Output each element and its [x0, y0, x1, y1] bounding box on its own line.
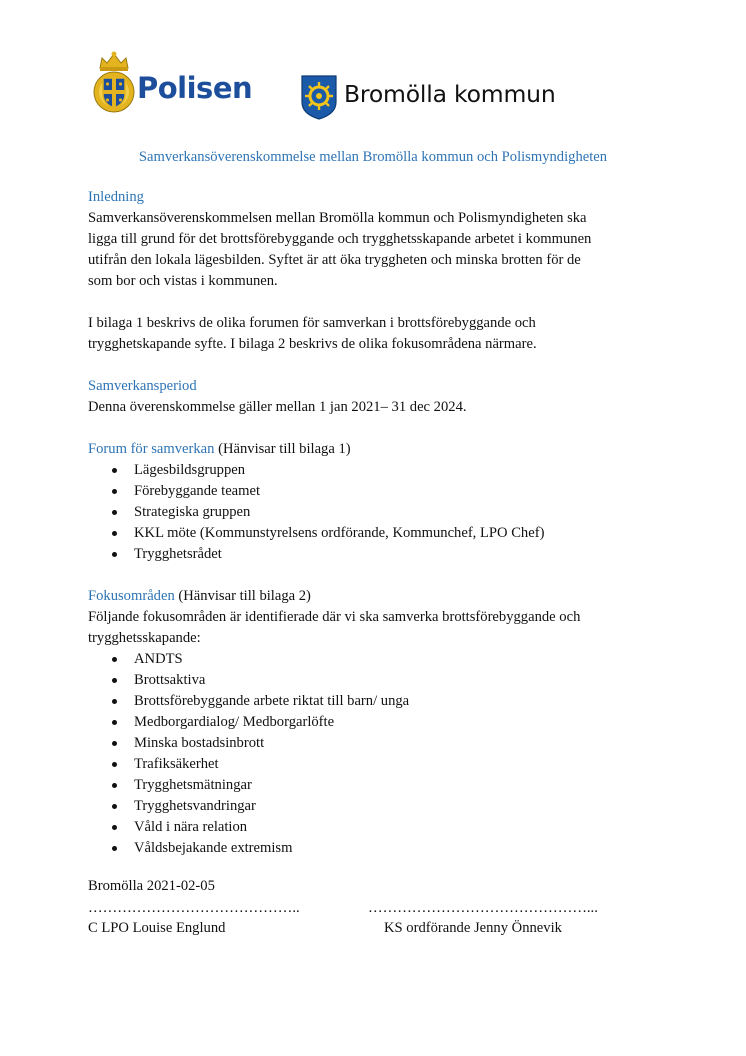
list-item: [88, 460, 668, 481]
focus-list: [88, 649, 668, 859]
focus-note: (Hänvisar till bilaga 2): [174, 588, 311, 604]
bullet-icon: [112, 678, 117, 683]
list-item-text: KKL möte (Kommunstyrelsens ordförande, Kommunchef, LPO Chef): [134, 525, 545, 541]
focus-heading: Fokusområden: [88, 588, 175, 604]
forum-heading: Forum för samverkan: [88, 441, 215, 457]
bullet-icon: [112, 783, 117, 788]
list-item: [88, 775, 668, 796]
intro-line: trygghetskapande syfte. I bilaga 2 beskrivs de olika fokusområdena närmare.: [88, 336, 537, 352]
focus-heading-line: [88, 586, 668, 607]
list-item-text: Strategiska gruppen: [134, 504, 251, 520]
list-item: [88, 481, 668, 502]
list-item-text: Medborgardialog/ Medborgarlöfte: [134, 714, 335, 730]
document-title: Samverkansöverenskommelse mellan Bromölla kommun och Polismyndigheten: [138, 149, 608, 165]
signature-line-left: ……………………………………..: [88, 900, 300, 916]
intro-line: Samverkansöverenskommelsen mellan Bromölla kommun och Polismyndigheten ska: [88, 210, 587, 226]
intro-line: ligga till grund för det brottsförebyggande och trygghetsskapande arbetet i kommunen: [88, 231, 592, 247]
list-item: [88, 733, 668, 754]
list-item-text: Trygghetsmätningar: [134, 777, 252, 793]
list-item-text: ANDTS: [134, 651, 183, 667]
bromolla-coat-of-arms-icon: [300, 74, 338, 120]
list-item: [88, 691, 668, 712]
list-item: [88, 712, 668, 733]
bullet-icon: [112, 552, 117, 557]
period-heading: Samverkansperiod: [88, 378, 197, 394]
list-item-text: Lägesbildsgruppen: [134, 462, 246, 478]
bullet-icon: [112, 825, 117, 830]
police-crest-icon: [92, 50, 136, 118]
list-item: [88, 670, 668, 691]
document-body: [88, 187, 668, 859]
bullet-icon: [112, 489, 117, 494]
focus-line: trygghetsskapande:: [88, 630, 201, 646]
bullet-icon: [112, 699, 117, 704]
list-item: [88, 796, 668, 817]
bromolla-logo: [298, 74, 558, 122]
list-item: [88, 502, 668, 523]
intro-line: utifrån den lokala lägesbilden. Syftet är att öka tryggheten och minska brotten för de: [88, 252, 581, 268]
list-item-text: Trafiksäkerhet: [134, 756, 219, 772]
list-item-text: Trygghetsvandringar: [134, 798, 256, 814]
bullet-icon: [112, 510, 117, 515]
signatory-right: KS ordförande Jenny Önnevik: [384, 920, 562, 936]
signature-line-right: ………………………………………...: [368, 900, 598, 916]
list-item-text: Trygghetsrådet: [134, 546, 222, 562]
forum-list: [88, 460, 668, 565]
list-item: [88, 817, 668, 838]
list-item: [88, 649, 668, 670]
intro-heading: Inledning: [88, 189, 144, 205]
forum-heading-line: [88, 439, 668, 460]
intro-line: I bilaga 1 beskrivs de olika forumen för samverkan i brottsförebyggande och: [88, 315, 536, 331]
list-item-text: Brottsförebyggande arbete riktat till barn/ unga: [134, 693, 410, 709]
polisen-wordmark: Polisen: [137, 71, 253, 105]
bromolla-wordmark: Bromölla kommun: [344, 80, 556, 108]
bullet-icon: [112, 657, 117, 662]
bullet-icon: [112, 720, 117, 725]
bullet-icon: [112, 846, 117, 851]
list-item-text: Brottsaktiva: [134, 672, 206, 688]
intro-line: som bor och vistas i kommunen.: [88, 273, 278, 289]
focus-line: Följande fokusområden är identifierade där vi ska samverka brottsförebyggande och: [88, 609, 581, 625]
bullet-icon: [112, 741, 117, 746]
forum-note: (Hänvisar till bilaga 1): [214, 441, 351, 457]
bullet-icon: [112, 762, 117, 767]
signatory-left: C LPO Louise Englund: [88, 920, 226, 936]
list-item-text: Våldsbejakande extremism: [134, 840, 293, 856]
list-item: [88, 544, 668, 565]
list-item: [88, 754, 668, 775]
list-item: [88, 838, 668, 859]
bullet-icon: [112, 468, 117, 473]
list-item: [88, 523, 668, 544]
bullet-icon: [112, 531, 117, 536]
period-text: Denna överenskommelse gäller mellan 1 jan 2021– 31 dec 2024.: [88, 399, 467, 415]
list-item-text: Minska bostadsinbrott: [134, 735, 265, 751]
place-date: Bromölla 2021-02-05: [88, 878, 215, 894]
list-item-text: Våld i nära relation: [134, 819, 248, 835]
list-item-text: Förebyggande teamet: [134, 483, 261, 499]
bullet-icon: [112, 804, 117, 809]
polisen-logo: [88, 48, 253, 124]
